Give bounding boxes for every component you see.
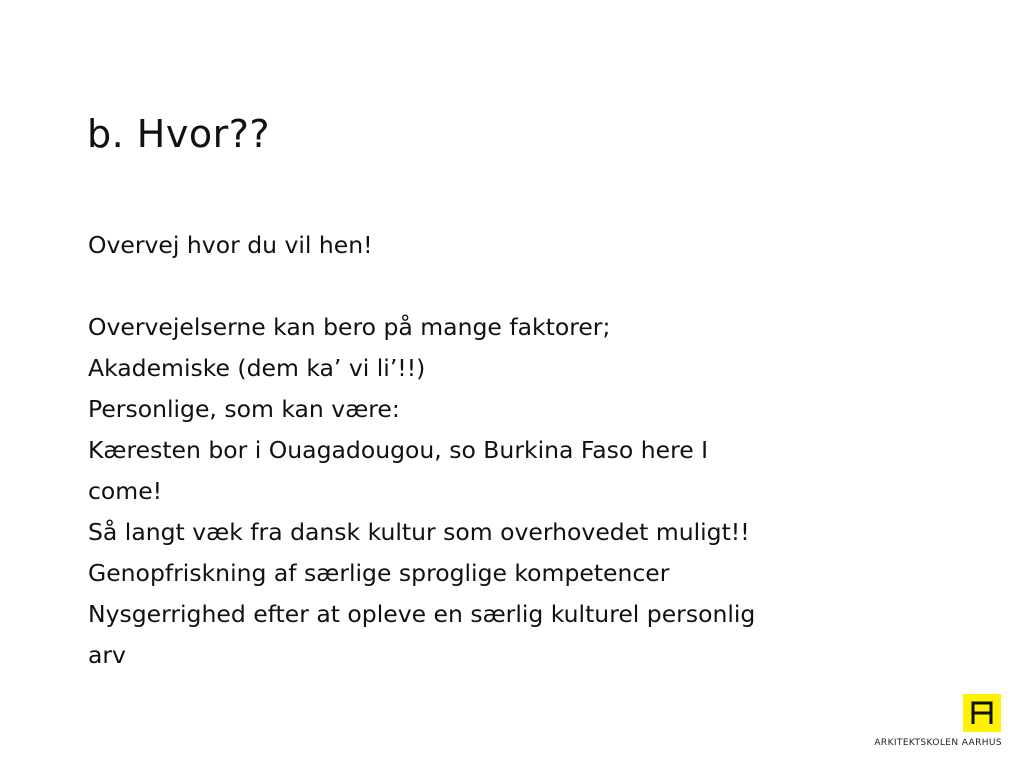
body-line: arv <box>88 641 126 669</box>
slide-title: b. Hvor?? <box>87 112 271 156</box>
slide-body <box>88 225 948 676</box>
logo-text: ARKITEKTSKOLEN AARHUS <box>874 738 1002 748</box>
body-line: Personlige, som kan være: <box>88 395 400 423</box>
body-line: Overvejelserne kan bero på mange faktorer; <box>88 313 611 341</box>
body-line: Overvej hvor du vil hen! <box>88 231 373 259</box>
body-line: come! <box>88 477 163 505</box>
body-line: Så langt væk fra dansk kultur som overhovedet muligt!! <box>88 518 750 546</box>
body-line: Nysgerrighed efter at opleve en særlig kulturel personlig <box>88 600 756 628</box>
body-line: Genopfriskning af særlige sproglige kompetencer <box>88 559 670 587</box>
body-line: Akademiske (dem ka’ vi li’!!) <box>88 354 426 382</box>
architecture-school-a-logo-icon <box>963 694 1001 732</box>
body-line: Kæresten bor i Ouagadougou, so Burkina Faso here I <box>88 436 709 464</box>
body-line <box>88 266 948 307</box>
